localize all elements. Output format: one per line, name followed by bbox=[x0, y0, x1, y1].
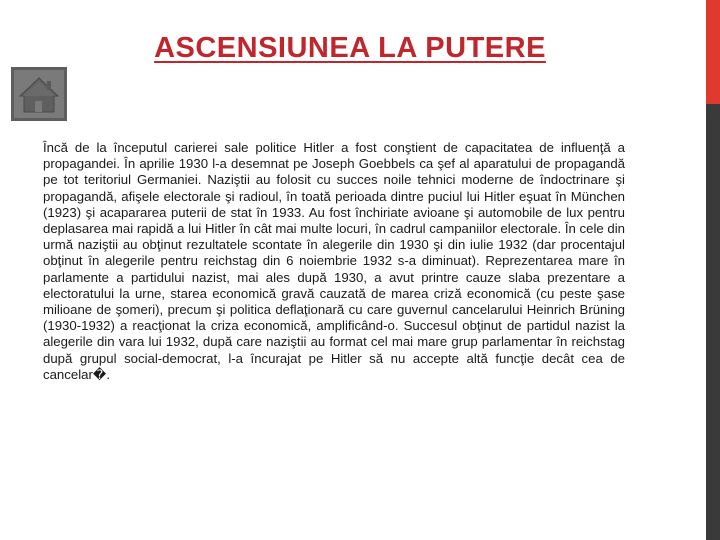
slide-body-text: Încă de la începutul carierei sale politice Hitler a fost conştient de capacitatea de influenţă a propagandei. În aprilie 1930 l-a desemnat pe Joseph Goebbels ca şef al aparatului de propagandă pe tot teritoriul Germaniei. Naziştii au folosit cu succes noile tehnici moderne de îndoctrinare şi propagandă, afişele electorale şi radioul, în toată perioada dintre puciul lui Hitler eşuat în München (1923) şi acapararea puterii de stat în 1933. Au fost închiriate avioane şi automobile de lux pentru deplasarea mai rapidă a lui Hitler în cât mai multe locuri, în cadrul campaniilor electorale. În cele din urmă naziştii au obţinut rezultatele scontate în alegerile din 1930 şi din iulie 1932 (dar procentajul obţinut în alegerile pentru reichstag din 6 noiembrie 1932 s-a diminuat). Reprezentarea mare în parlamente a partidului nazist, mai ales după 1930, a avut printre cauze slaba prezentare a electoratului la urne, starea economică gravă cauzată de marea criză economică (cu peste şase milioane de şomeri), precum şi politica deflaţionară cu care guvernul cancelarului Heinrich Brüning (1930-1932) a reacţionat la criza economică, amplificând-o. Succesul obţinut de partidul nazist la alegerile din vara lui 1932, după care naziştii au format cel mai mare grup parlamentar în reichstag după grupul social-democrat, l-a încurajat pe Hitler să nu accepte altă funcţie decât cea de cancelar�. bbox=[43, 140, 625, 382]
home-button[interactable] bbox=[11, 67, 67, 121]
home-icon bbox=[14, 70, 64, 118]
slide-title: ASCENSIUNEA LA PUTERE bbox=[154, 32, 546, 64]
side-accent-bar-highlight bbox=[706, 0, 720, 104]
